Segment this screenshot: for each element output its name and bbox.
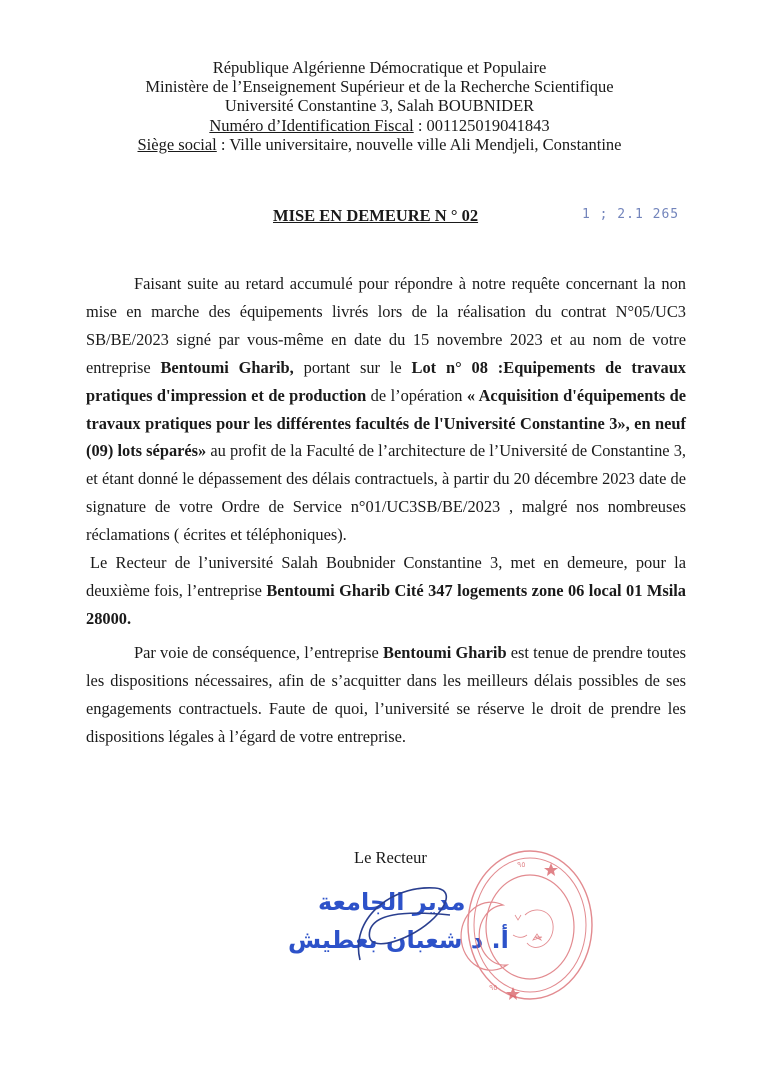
nif-label: Numéro d’Identification Fiscal: [209, 115, 414, 135]
paragraph-3: [86, 639, 686, 751]
signature-label: Le Recteur: [354, 848, 427, 867]
p1-lot: Lot n° 08 :Equipements de travaux pratiques d'impression et de production: [86, 357, 687, 405]
letterhead-nif: [0, 116, 759, 135]
letterhead-ministry: Ministère de l’Enseignement Supérieur et de la Recherche Scientifique: [145, 77, 614, 97]
p1-text-2: portant sur le: [293, 357, 412, 377]
p1-text-3: de l’opération: [366, 385, 467, 405]
document-title: MISE EN DEMEURE N ° 02: [273, 206, 479, 225]
nif-value: : 001125019041843: [413, 115, 550, 135]
svg-text:٩٥: ٩٥: [517, 860, 526, 869]
paragraph-2: [86, 549, 686, 633]
official-seal-icon: [455, 845, 595, 1005]
title-row: [0, 206, 759, 230]
letter-body: [86, 270, 686, 750]
p1-text-1: Faisant suite au retard accumulé pour répondre à notre requête concernant la non mise en marche des équipements livrés lors de la réalisation du contrat N°05/UC3 SB/BE/2023 signé par vous-même en date du 15 novembre 2023 et au nom de votre entreprise: [86, 274, 686, 377]
p1-operation: « Acquisition d'équipements de travaux pratiques pour les différentes facultés de l'Université Constantine 3», en neuf (09) lots séparés»: [86, 385, 686, 461]
svg-text:٩٥: ٩٥: [489, 983, 498, 992]
letterhead-siege: [0, 135, 759, 154]
p2-text-1: Le Recteur de l’université Salah Boubnider Constantine 3, met en demeure, pour la deuxième fois, l’entreprise: [86, 553, 686, 600]
signature-arabic-title: مدير الجامعة: [318, 888, 466, 916]
date-stamp: 1 ; 2.1 265: [582, 207, 680, 222]
p3-company-name: Bentoumi Gharib: [383, 642, 507, 662]
siege-value: : Ville universitaire, nouvelle ville Ali Mendjeli, Constantine: [216, 134, 622, 154]
signature-arabic-name: أ. د شعبان بعطيش: [288, 926, 509, 954]
letterhead-republic: République Algérienne Démocratique et Populaire: [212, 58, 547, 77]
siege-label: Siège social: [137, 134, 217, 154]
p2-company-address: Bentoumi Gharib Cité 347 logements zone 06 local 01 Msila 28000.: [86, 580, 687, 628]
letterhead-university: Université Constantine 3, Salah BOUBNIDER: [224, 96, 535, 116]
p3-text-1: Par voie de conséquence, l’entreprise: [134, 642, 384, 662]
paragraph-1: [86, 270, 686, 549]
p3-text-2: est tenue de prendre toutes les dispositions nécessaires, afin de s’acquitter dans les meilleurs délais possibles de ses engagements contractuels. Faute de quoi, l’université se réserve le droit de prendre les dispositions légales à l’égard de votre entreprise.: [86, 642, 686, 746]
letterhead: [0, 58, 759, 154]
p1-text-4: au profit de la Faculté de l’architecture de l’Université de Constantine 3, et étant donné le dépassement des délais contractuels, à partir du 20 décembre 2023 date de signature de votre Ordre de Service n°01/UC3SB/BE/2023 , malgré nos nombreuses réclamations ( écrites et téléphoniques).: [86, 441, 686, 545]
p1-company-name: Bentoumi Gharib,: [160, 357, 294, 377]
handwritten-signature-icon: [340, 880, 460, 970]
